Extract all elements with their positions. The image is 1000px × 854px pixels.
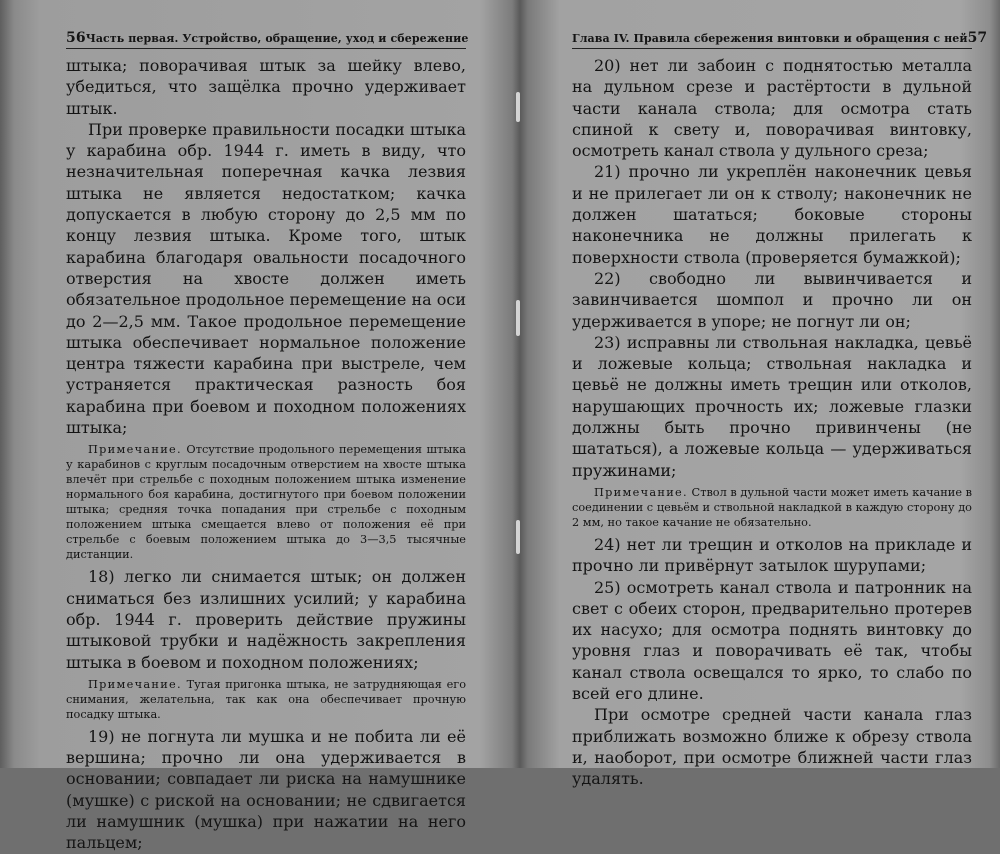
right-page-number: 57 [967, 30, 988, 46]
note-1-text: Отсутствие продольного перемещения штыка у карабинов с круглым посадочным отверстием на хвосте штыка влечёт при стрельбе с походным положением штыка изменение нормального боя карабина, достигнутого при боевом положении штыка; средняя точка попадания при стрельбе с походным положением штыка смещается влево от положения её при стрельбе с боевым положением штыка до 3—3,5 тысячные дистанции. [66, 443, 466, 562]
item-21: 21) прочно ли укреплён наконечник цевья и не прилегает ли он к стволу; наконечник не должен шататься; боковые стороны наконечника не должны прилегать к поверхности ствола (проверяется бумажкой); [572, 162, 972, 267]
item-22: 22) свободно ли вывинчивается и завинчивается шомпол и прочно ли он удерживается в упоре; не погнут ли он; [572, 268, 972, 331]
item-24: 24) нет ли трещин и отколов на прикладе и прочно ли привёрнут затылок шурупами; [572, 534, 972, 576]
binding-thread-top [516, 92, 520, 122]
left-running-head [66, 30, 469, 49]
note-3-label: Примечание. [594, 485, 688, 499]
note-3 [572, 485, 972, 530]
item-23: 23) исправны ли ствольная накладка, цевьё и ложевые кольца; ствольная накладка и цевьё не должны иметь трещин или отколов, нарушающих прочность их; ложевые глазки должны быть прочно привинчены (не шататься), а ложевые кольца — удерживаться пружинами; [572, 332, 972, 480]
item-18: 18) легко ли снимается штык; он должен сниматься без излишних усилий; у карабина обр. 1944 г. проверить действие пружины штыковой трубки и надёжность закрепления штыка в боевом и походном положениях; [66, 567, 466, 672]
left-page [66, 30, 469, 854]
note-1 [66, 442, 466, 562]
note-2 [66, 677, 466, 722]
note-3-text: Ствол в дульной части может иметь качание в соединении с цевьём и ствольной накладкой в каждую сторону до 2 мм, но такое качание не обязательно. [572, 485, 972, 529]
note-2-text: Тугая пригонка штыка, не затрудняющая его снимания, желательна, так как она обеспечивает прочную посадку штыка. [66, 677, 466, 721]
right-running-title: Глава IV. Правила сбережения винтовки и обращения с ней [572, 32, 968, 45]
binding-thread-bottom [516, 520, 520, 554]
item-19: 19) не погнута ли мушка и не побита ли её вершина; прочно ли она удерживается в основании; совпадает ли риска на намушнике (мушке) с риской на основании; не сдвигается ли намушник (мушка) при нажатии на него пальцем; [66, 726, 466, 853]
item-20: 20) нет ли забоин с поднятостью металла на дульном срезе и растёртости в дульной части канала ствола; для осмотра стать спиной к свету и, поворачивая винтовку, осмотреть канал ствола у дульного среза; [572, 56, 972, 161]
paragraph-carbine-check: При проверке правильности посадки штыка у карабина обр. 1944 г. иметь в виду, что незначительная поперечная качка лезвия штыка не является недостатком; качка допускается в любую сторону до 2,5 мм по концу лезвия штыка. Кроме того, штык карабина благодаря овальности посадочного отверстия на хвосте должен иметь обязательное продольное перемещение на оси до 2—2,5 мм. Такое продольное перемещение штыка обеспечивает нормальное положение центра тяжести карабина при выстреле, чем устраняется практическая разность боя карабина при боевом и походном положениях штыка; [66, 119, 466, 438]
note-1-label: Примечание. [88, 443, 182, 457]
right-running-head [572, 30, 988, 49]
left-page-number: 56 [66, 30, 86, 46]
item-25: 25) осмотреть канал ствола и патронник на свет с обеих сторон, предварительно протерев их насухо; для осмотра поднять винтовку до уровня глаз и поворачивать её так, чтобы канал ствола освещался то ярко, то слабо по всей его длине. [572, 577, 972, 704]
closing-paragraph: При осмотре средней части канала глаз приближать возможно ближе к обрезу ствола и, наоборот, при осмотре ближней части глаз удалять. [572, 705, 972, 789]
right-page [572, 30, 988, 790]
right-body [572, 55, 972, 790]
left-running-title: Часть первая. Устройство, обращение, уход и сбережение [85, 32, 469, 45]
note-2-label: Примечание. [88, 677, 182, 691]
paragraph-continued: штыка; поворачивая штык за шейку влево, убедиться, что защёлка прочно удерживает штык. [66, 56, 466, 118]
binding-thread-middle [516, 300, 520, 336]
left-body [66, 55, 466, 854]
